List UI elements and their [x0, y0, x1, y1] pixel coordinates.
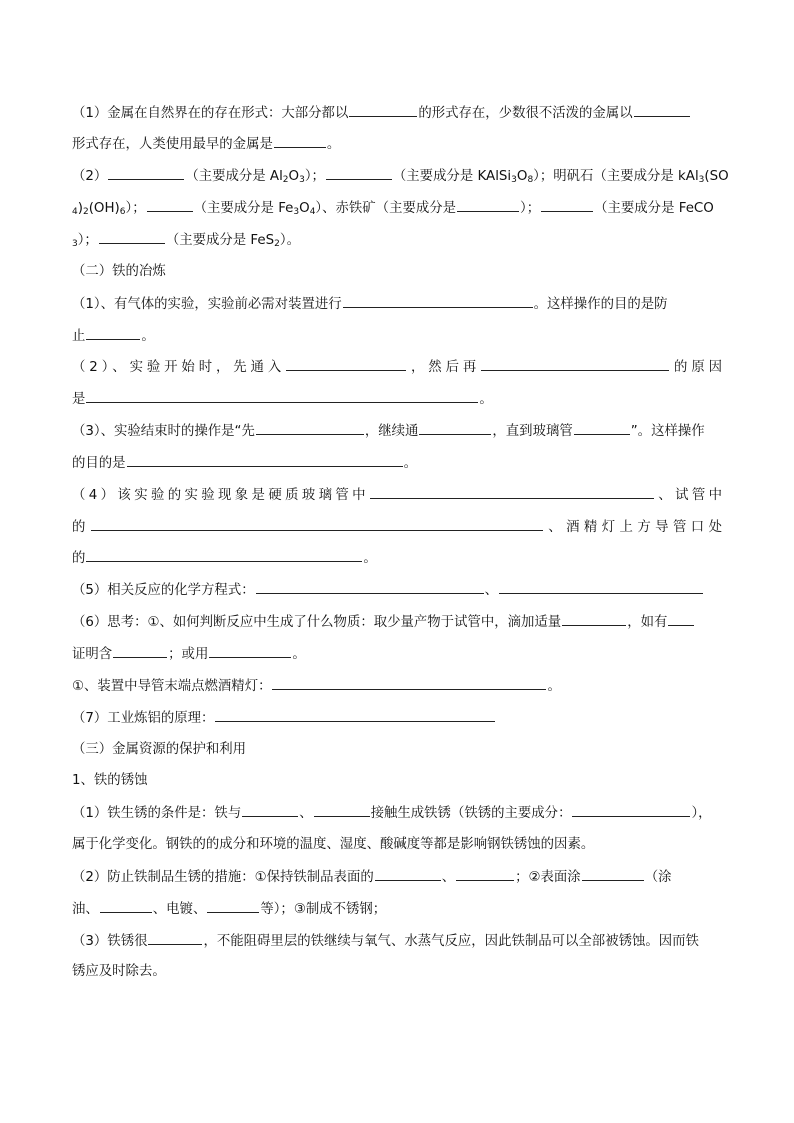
blank[interactable]: [634, 103, 690, 117]
text: （主要成分是 KAlSi: [392, 169, 512, 184]
text: ）、赤铁矿（主要成分是: [315, 201, 457, 216]
text: ）；: [125, 201, 146, 216]
text: 等）；③制成不锈钢；: [260, 902, 387, 917]
text: 、: [441, 870, 456, 885]
blank[interactable]: [91, 517, 543, 531]
blank[interactable]: [100, 899, 152, 913]
subscript: 3: [511, 175, 517, 185]
line-24: [72, 835, 722, 855]
line-3: [72, 166, 729, 187]
text: 的目的是: [72, 456, 126, 471]
blank[interactable]: [242, 803, 298, 817]
subscript: 6: [119, 207, 126, 217]
text: 止: [72, 329, 86, 344]
text: （主要成分是 Fe: [193, 201, 294, 216]
text: 。: [479, 392, 493, 407]
text: ，直到玻璃管: [492, 424, 573, 439]
text: （1）、有气体的实验，实验前必需对装置进行: [72, 297, 342, 312]
line-4: [72, 198, 722, 219]
blank[interactable]: [148, 931, 202, 945]
blank[interactable]: [419, 421, 491, 435]
text: 的原因: [670, 360, 723, 375]
subscript: 4: [309, 207, 316, 217]
text: ；或用: [168, 647, 209, 662]
text: 。: [547, 679, 561, 694]
text: ）；: [520, 201, 541, 216]
blank[interactable]: [272, 676, 546, 690]
blank[interactable]: [481, 357, 669, 371]
text: 。: [141, 329, 155, 344]
subscript: 3: [299, 175, 305, 185]
line-12: [72, 453, 722, 474]
text: ），: [691, 806, 712, 821]
subscript: 2: [274, 239, 280, 249]
subscript: 3: [293, 207, 300, 217]
blank[interactable]: [256, 580, 484, 594]
line-25: [72, 867, 722, 888]
line-13: [72, 485, 722, 506]
text: ）。: [279, 233, 300, 248]
subheading: [72, 771, 722, 791]
heading: 1、铁的锈蚀: [72, 773, 148, 788]
text: （2）: [72, 169, 108, 184]
blank[interactable]: [541, 198, 593, 212]
blank[interactable]: [499, 580, 703, 594]
line-7: [72, 294, 722, 315]
text: O: [299, 201, 310, 216]
subscript: 4: [72, 207, 78, 217]
blank[interactable]: [215, 708, 495, 722]
text: (SO: [704, 169, 729, 184]
text: 锈应及时除去。: [72, 964, 166, 979]
blank[interactable]: [574, 421, 630, 435]
blank[interactable]: [99, 230, 165, 244]
text: 。: [363, 551, 377, 566]
subscript: 3: [72, 239, 78, 249]
text: 。: [292, 647, 306, 662]
text: 的: [72, 551, 86, 566]
blank[interactable]: [343, 294, 533, 308]
text: 。: [403, 456, 417, 471]
text: （1）金属在自然界在的存在形式：大部分都以: [72, 106, 349, 121]
text: （主要成分是 Al: [185, 169, 283, 184]
blank[interactable]: [274, 134, 326, 148]
text: ): [77, 201, 83, 216]
line-16: [72, 580, 722, 601]
text: （4）该实验的实验现象是硬质玻璃管中: [72, 488, 369, 503]
line-27: [72, 931, 722, 952]
text: 。: [326, 137, 341, 152]
text: ）；明矾石（主要成分是 kAl: [533, 169, 699, 184]
section-heading: [72, 262, 722, 282]
text: 油、: [72, 902, 99, 917]
line-20: [72, 708, 722, 729]
text: ①、装置中导管末端点燃酒精灯：: [72, 679, 272, 694]
blank[interactable]: [207, 899, 259, 913]
blank[interactable]: [326, 166, 392, 180]
section-heading: [72, 740, 722, 760]
line-17: [72, 612, 722, 633]
line-2: [72, 134, 722, 155]
line-9: [72, 357, 722, 378]
text: 接触生成铁锈（铁锈的主要成分：: [370, 806, 572, 821]
text: （1）铁生锈的条件是：铁与: [72, 806, 242, 821]
text: 属于化学变化。钢铁的的成分和环境的温度、湿度、酸碱度等都是影响钢铁锈蚀的因素。: [72, 837, 595, 852]
blank[interactable]: [286, 357, 406, 371]
blank[interactable]: [572, 803, 690, 817]
text: 、试管中: [654, 488, 722, 503]
blank[interactable]: [209, 644, 291, 658]
line-8: [72, 326, 722, 347]
line-18: [72, 644, 722, 665]
blank[interactable]: [375, 867, 441, 881]
line-15: [72, 548, 722, 569]
text: （主要成分是 FeCO: [594, 201, 714, 216]
text: 的形式存在，少数很不活泼的金属以: [418, 106, 633, 121]
blank[interactable]: [127, 453, 403, 467]
blank[interactable]: [86, 326, 140, 340]
line-19: [72, 676, 722, 697]
heading: （二）铁的冶炼: [72, 264, 166, 279]
blank[interactable]: [370, 485, 654, 499]
blank[interactable]: [147, 198, 193, 212]
text: （2）防止铁制品生锈的措施：①保持铁制品表面的: [72, 870, 374, 885]
text: （7）工业炼铝的原理：: [72, 711, 215, 726]
text: （主要成分是 FeS: [165, 233, 275, 248]
text: ”。这样操作: [630, 424, 705, 439]
text: （3）铁锈很: [72, 934, 148, 949]
text: ，如有: [627, 615, 668, 630]
text: （5）相关反应的化学方程式：: [72, 583, 255, 598]
text: O: [516, 169, 528, 184]
subscript: 2: [82, 207, 89, 217]
text: O: [288, 169, 300, 184]
text: （涂: [644, 870, 672, 885]
blank[interactable]: [86, 548, 362, 562]
text: ；②表面涂: [515, 870, 581, 885]
blank[interactable]: [562, 612, 626, 626]
line-11: [72, 421, 722, 442]
blank[interactable]: [456, 867, 514, 881]
text: 、: [299, 806, 313, 821]
blank[interactable]: [668, 612, 694, 626]
text: 、: [484, 583, 498, 598]
line-26: [72, 899, 722, 920]
blank[interactable]: [582, 867, 644, 881]
blank[interactable]: [349, 103, 417, 117]
text: 是: [72, 392, 86, 407]
subscript: 8: [527, 175, 534, 185]
text: （6）思考：①、如何判断反应中生成了什么物质：取少量产物于试管中，滴加适量: [72, 615, 562, 630]
text: ，然后再: [407, 360, 481, 375]
blank[interactable]: [86, 389, 478, 403]
line-1: [72, 103, 722, 124]
text: 的: [72, 520, 90, 535]
text: ）；: [304, 169, 325, 184]
line-10: [72, 389, 722, 410]
line-28: [72, 962, 722, 982]
text: （2）、实验开始时，先通入: [72, 360, 286, 375]
subscript: 3: [698, 175, 705, 185]
text: (OH): [88, 201, 120, 216]
text: 、电镀、: [152, 902, 207, 917]
blank[interactable]: [113, 644, 167, 658]
line-5: [72, 230, 722, 251]
text: 证明含: [72, 647, 113, 662]
subscript: 2: [282, 175, 289, 185]
text: ）；: [77, 233, 98, 248]
blank[interactable]: [108, 166, 184, 180]
blank[interactable]: [457, 198, 519, 212]
text: 、酒精灯上方导管口处: [543, 520, 723, 535]
line-23: [72, 803, 722, 824]
text: ，继续通: [364, 424, 419, 439]
text: 形式存在，人类使用最早的金属是: [72, 137, 273, 152]
blank[interactable]: [256, 421, 364, 435]
heading: （三）金属资源的保护和利用: [72, 742, 247, 757]
text: ，不能阻碍里层的铁继续与氧气、水蒸气反应，因此铁制品可以全部被锈蚀。因而铁: [203, 934, 699, 949]
line-14: [72, 517, 722, 538]
blank[interactable]: [314, 803, 370, 817]
text: 。这样操作的目的是防: [533, 297, 668, 312]
text: （3）、实验结束时的操作是“先: [72, 424, 255, 439]
